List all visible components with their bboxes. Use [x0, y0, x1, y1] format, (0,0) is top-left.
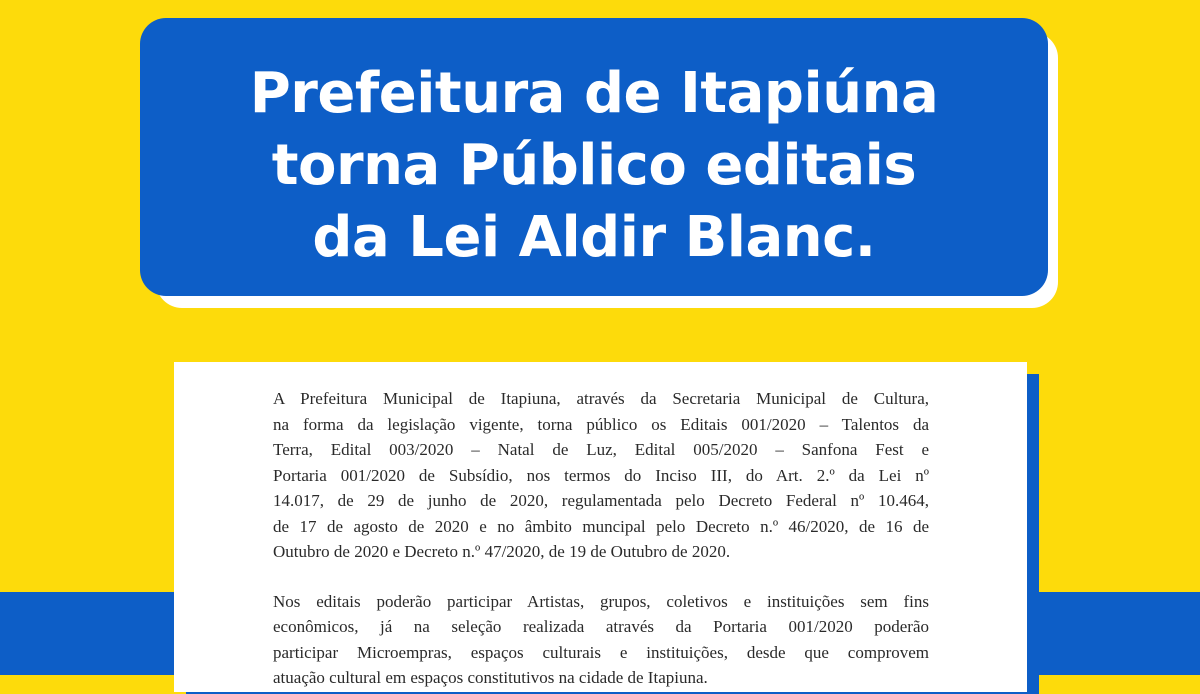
document-line: A Prefeitura Municipal de Itapiuna, através da Secretaria Municipal de Cultura,: [273, 389, 929, 408]
document-line: Terra, Edital 003/2020 – Natal de Luz, Edital 005/2020 – Sanfona Fest e: [273, 440, 929, 459]
document-line: atuação cultural em espaços constitutivos na cidade de Itapiuna.: [273, 668, 708, 687]
title-line: torna Público editais: [271, 133, 917, 198]
title-line: Prefeitura de Itapiúna: [249, 61, 939, 126]
document-line: de 17 de agosto de 2020 e no âmbito muncipal pelo Decreto n.º 46/2020, de 16 de: [273, 516, 929, 536]
document-paragraph-participants: [273, 589, 929, 691]
title-card: [140, 18, 1048, 296]
document-line: 14.017, de 29 de junho de 2020, regulamentada pelo Decreto Federal nº 10.464,: [273, 491, 929, 510]
document-line: Nos editais poderão participar Artistas, grupos, coletivos e instituições sem fins: [273, 591, 929, 611]
document-paragraph-announcement: [273, 386, 929, 565]
document-page: [174, 362, 1027, 692]
document-line: Outubro de 2020 e Decreto n.º 47/2020, de 19 de Outubro de 2020.: [273, 542, 731, 561]
document-line: participar Microempras, espaços culturais e instituições, desde que comprovem: [273, 642, 929, 662]
document-line: na forma da legislação vigente, torna público os Editais 001/2020 – Talentos da: [273, 414, 929, 434]
document-line: econômicos, já na seleção realizada através da Portaria 001/2020 poderão: [273, 617, 929, 636]
title-line: da Lei Aldir Blanc.: [312, 205, 876, 270]
document-line: Portaria 001/2020 de Subsídio, nos termos do Inciso III, do Art. 2.º da Lei nº: [273, 465, 929, 485]
